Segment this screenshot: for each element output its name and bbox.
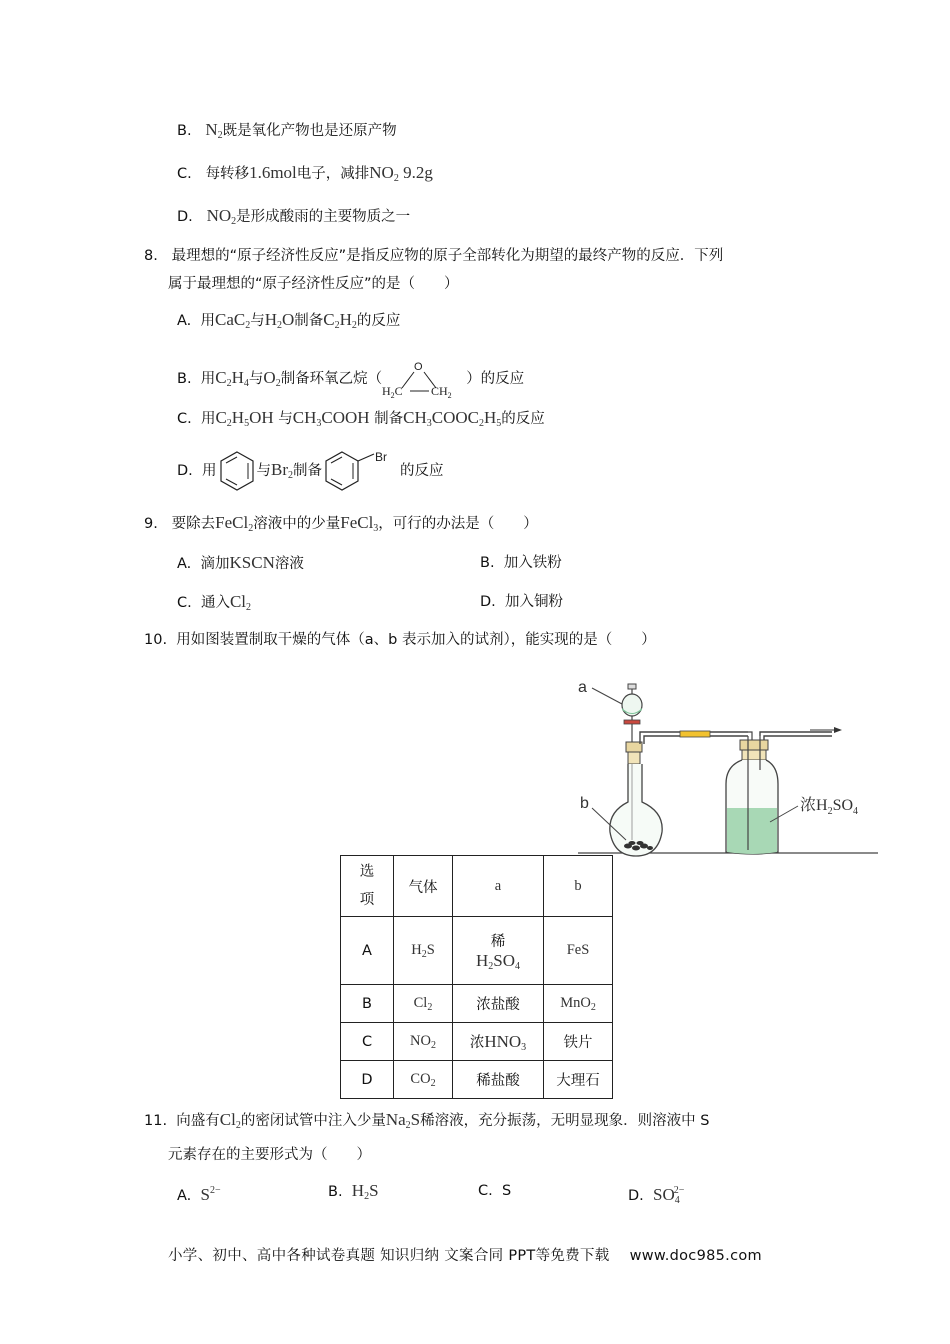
row-option: D (341, 1061, 394, 1099)
row-b: MnO$_2$ (544, 985, 613, 1023)
header-a: a (453, 856, 544, 917)
row-gas: $H_2S$ (394, 917, 453, 985)
q9-option-b: B. 加入铁粉 (480, 555, 562, 571)
row-option: C (341, 1023, 394, 1061)
benzene-ring (217, 449, 257, 493)
q9-stem: 9. 要除去FeCl$_2$溶液中的少量FeCl$_3$，可行的办法是（ ） (144, 513, 538, 534)
q9-option-a: A. 滴加KSCN溶液 (177, 553, 304, 572)
footer-text: 小学、初中、高中各种试卷真题 知识归纳 文案合同 PPT等免费下载 (168, 1248, 610, 1264)
row-b: 铁片 (544, 1023, 613, 1061)
q11-option-d: D. $SO_4^{2-}$ (628, 1185, 685, 1206)
q11-stem-line2: 元素存在的主要形式为（ ） (168, 1147, 371, 1163)
q11-stem-line1: 11. 向盛有$Cl_2$的密闭试管中注入少量$Na_2S$稀溶液，充分振荡，无明显现象．则溶液中 S (144, 1110, 710, 1131)
header-gas: 气体 (394, 856, 453, 917)
row-a: 稀盐酸 (453, 1061, 544, 1099)
label-a: a (578, 679, 587, 696)
row-a: 浓盐酸 (453, 985, 544, 1023)
epoxide-oxygen: O (414, 361, 423, 373)
q11-option-b: B. $H_2S$ (328, 1181, 379, 1202)
header-b: b (544, 856, 613, 917)
label-b: b (580, 795, 589, 812)
row-option: B (341, 985, 394, 1023)
q9-option-d: D. 加入铜粉 (480, 594, 563, 610)
q8-option-d: D. 用 与$Br_2$制备 Br 的反应 (177, 448, 444, 492)
q10-stem: 10. 用如图装置制取干燥的气体（a、b 表示加入的试剂），能实现的是（ ） (144, 632, 656, 648)
label-concentrated-h2so4: 浓$H_2SO_4$ (800, 797, 859, 817)
q8-option-c: C. 用$C_2H_5OH$ 与$CH_3COOH$ 制备$CH_3COOC_2H_5$的反应 (177, 408, 545, 429)
header-option: 选项 (341, 856, 394, 917)
q10-options-table (340, 855, 613, 1099)
q7-option-c: C. 每转移1.6mol电子，减排$NO_2$ 9.2g (177, 163, 433, 184)
row-a: 浓$HNO_3$ (453, 1023, 544, 1061)
row-gas: $Cl_2$ (394, 985, 453, 1023)
row-b: 大理石 (544, 1061, 613, 1099)
footer (168, 1244, 762, 1265)
q8-stem-line1: 8. 最理想的“原子经济性反应”是指反应物的原子全部转化为期望的最终产物的反应．下列 (144, 248, 724, 264)
row-a: 稀 $H_2SO_4$ (453, 917, 544, 985)
epoxide-structure (382, 359, 466, 399)
svg-text:H2C: $H_2C$ (382, 384, 403, 399)
svg-text:Br: Br (375, 450, 387, 464)
svg-text:CH2: $CH_2$ (431, 384, 452, 399)
q9-option-c: C. 通入$Cl_2$ (177, 592, 252, 613)
table-row (341, 1061, 613, 1099)
table-header-row (341, 856, 613, 917)
footer-url[interactable]: www.doc985.com (629, 1248, 762, 1264)
row-b: FeS (544, 917, 613, 985)
q7-option-d: D. $NO_2$是形成酸雨的主要物质之一 (177, 206, 411, 227)
arrow-right-icon (834, 727, 842, 733)
table-row (341, 917, 613, 985)
bromobenzene-structure (322, 449, 400, 493)
q11-option-c: C. S (478, 1183, 512, 1199)
row-gas: $NO_2$ (394, 1023, 453, 1061)
row-gas: $CO_2$ (394, 1061, 453, 1099)
q8-stem-line2: 属于最理想的“原子经济性反应”的是（ ） (168, 276, 459, 292)
apparatus-figure (570, 670, 880, 860)
q11-option-a: A. $S^{2-}$ (177, 1185, 221, 1204)
q7-option-b: B. $N_2$既是氧化产物也是还原产物 (177, 120, 397, 141)
row-option: A (341, 917, 394, 985)
table-row (341, 1023, 613, 1061)
q8-option-a: A. 用CaC$_2$与$H_2O$制备$C_2H_2$的反应 (177, 310, 401, 331)
table-row (341, 985, 613, 1023)
q8-option-b: B. 用$C_2H_4$与$O_2$制备环氧乙烷（ O $H_2C$ $CH_2$ ）的反应 (177, 361, 525, 399)
